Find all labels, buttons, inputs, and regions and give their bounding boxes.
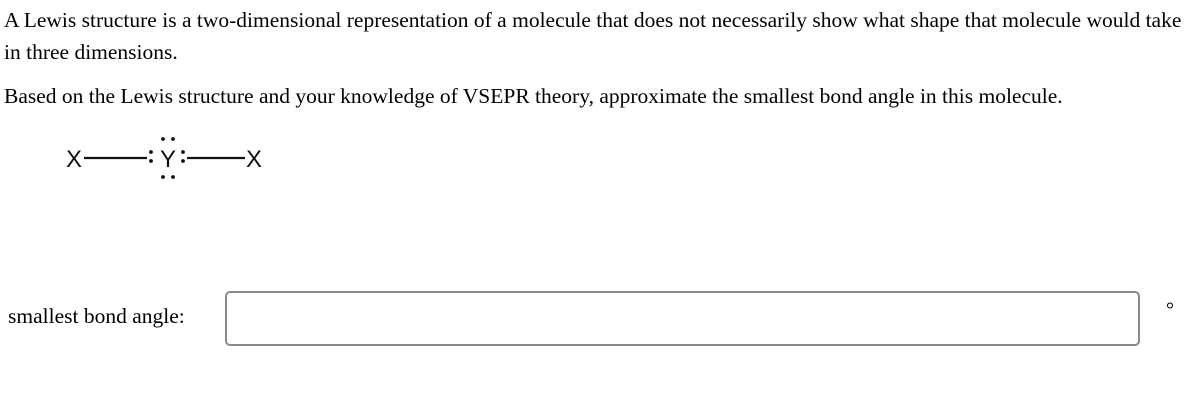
center-atom-label: Y bbox=[160, 146, 177, 173]
intro-paragraph: A Lewis structure is a two-dimensional representation of a molecule that does not necessarily show what shape that molecule would take in three dimensions. bbox=[4, 8, 1182, 64]
lone-pair-dot bbox=[161, 175, 165, 179]
degree-unit-symbol: ° bbox=[1166, 299, 1174, 321]
lewis-structure-diagram bbox=[60, 132, 280, 186]
answer-label: smallest bond angle: bbox=[8, 304, 185, 328]
lone-pair-dot bbox=[171, 175, 175, 179]
lone-pair-dot bbox=[149, 150, 153, 154]
left-atom-label: X bbox=[66, 146, 83, 173]
lone-pair-dot bbox=[149, 159, 153, 163]
lone-pair-dot bbox=[181, 159, 185, 163]
lone-pair-dot bbox=[171, 137, 175, 141]
bond-angle-input[interactable] bbox=[225, 291, 1140, 346]
lone-pair-dot bbox=[181, 150, 185, 154]
right-atom-label: X bbox=[246, 146, 263, 173]
question-paragraph: Based on the Lewis structure and your knowledge of VSEPR theory, approximate the smallest bond angle in this molecule. bbox=[4, 84, 1063, 108]
lone-pair-dot bbox=[161, 137, 165, 141]
